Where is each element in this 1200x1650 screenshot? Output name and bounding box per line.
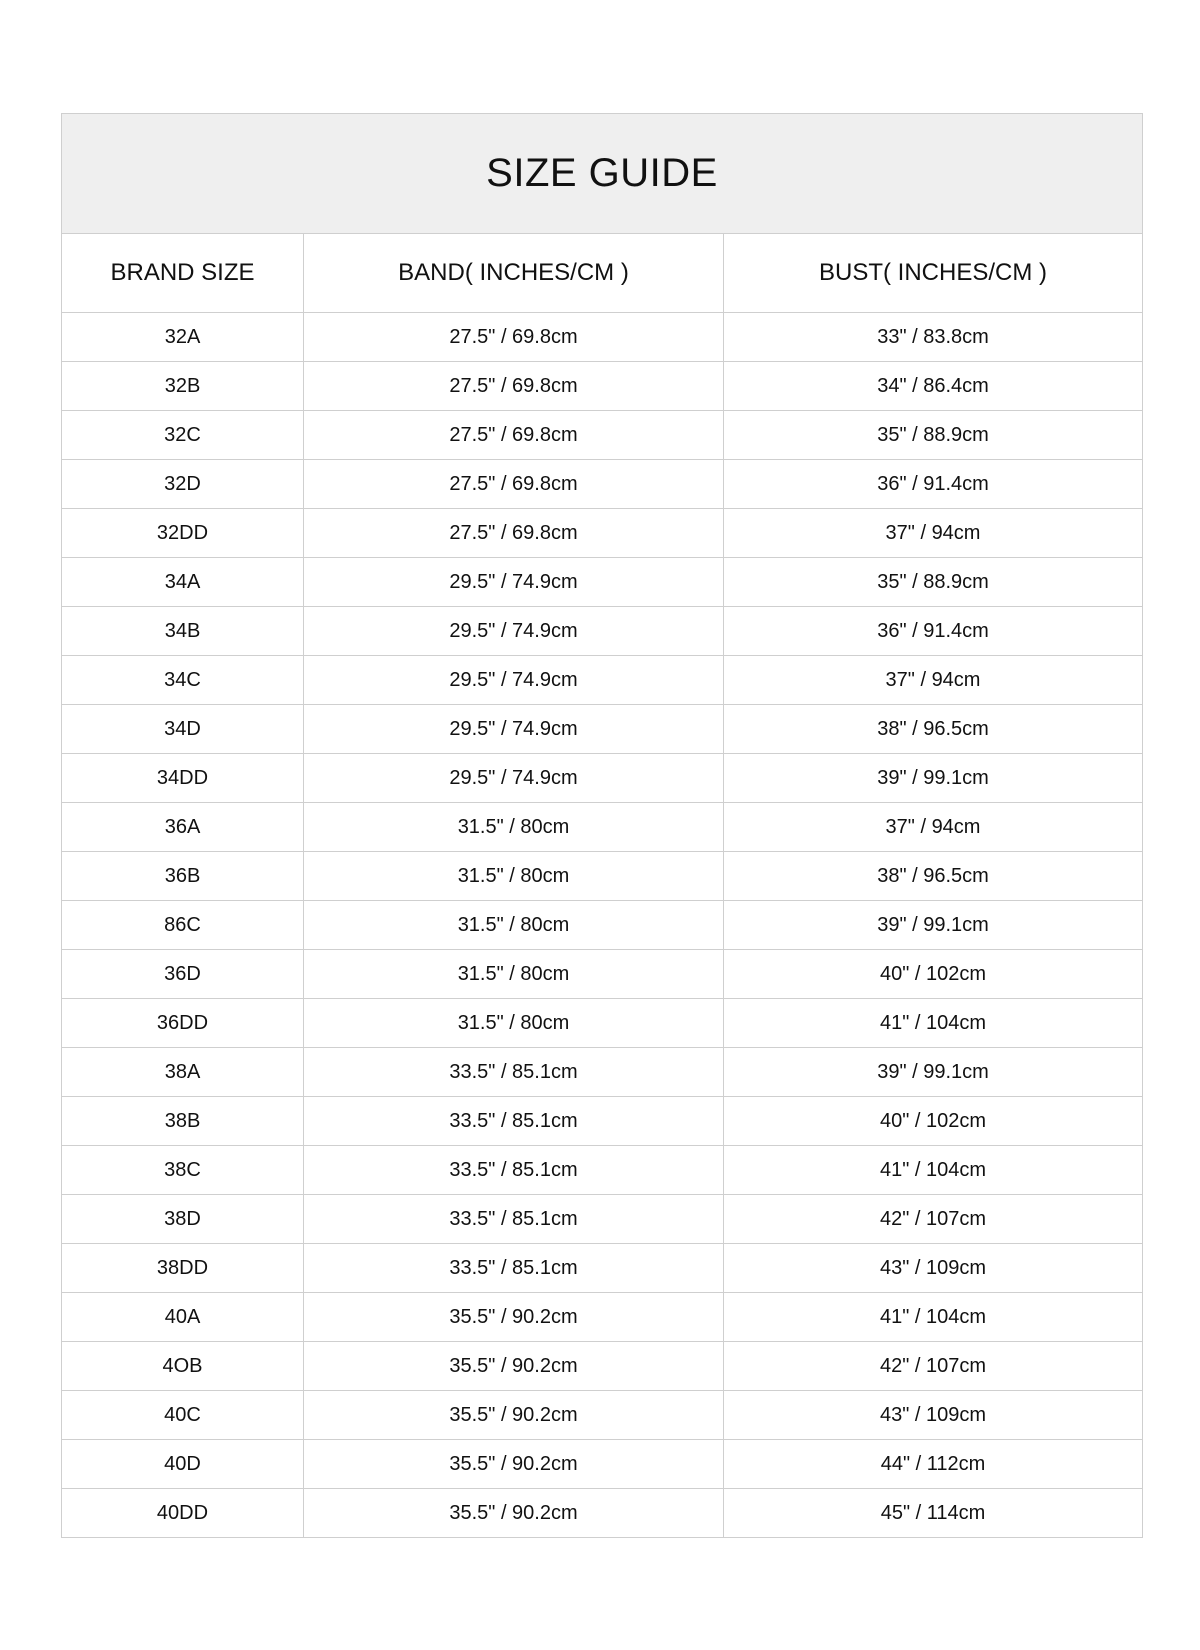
bust-cell: 43" / 109cm — [724, 1244, 1143, 1293]
bust-cell: 42" / 107cm — [724, 1195, 1143, 1244]
bust-cell: 40" / 102cm — [724, 950, 1143, 999]
brand-size-cell: 34A — [62, 558, 304, 607]
table-row — [62, 754, 1143, 803]
band-cell: 33.5" / 85.1cm — [304, 1048, 724, 1097]
column-header-band: BAND( INCHES/CM ) — [304, 234, 724, 313]
table-row — [62, 1342, 1143, 1391]
band-cell: 27.5" / 69.8cm — [304, 460, 724, 509]
brand-size-cell: 34B — [62, 607, 304, 656]
brand-size-cell: 36B — [62, 852, 304, 901]
band-cell: 27.5" / 69.8cm — [304, 509, 724, 558]
table-row — [62, 1195, 1143, 1244]
brand-size-cell: 38A — [62, 1048, 304, 1097]
table-row — [62, 460, 1143, 509]
brand-size-cell: 4OB — [62, 1342, 304, 1391]
bust-cell: 39" / 99.1cm — [724, 1048, 1143, 1097]
bust-cell: 42" / 107cm — [724, 1342, 1143, 1391]
band-cell: 33.5" / 85.1cm — [304, 1146, 724, 1195]
brand-size-cell: 40A — [62, 1293, 304, 1342]
table-row — [62, 1146, 1143, 1195]
bust-cell: 39" / 99.1cm — [724, 754, 1143, 803]
band-cell: 29.5" / 74.9cm — [304, 754, 724, 803]
brand-size-cell: 32DD — [62, 509, 304, 558]
table-row — [62, 1489, 1143, 1538]
band-cell: 31.5" / 80cm — [304, 901, 724, 950]
bust-cell: 41" / 104cm — [724, 1293, 1143, 1342]
band-cell: 31.5" / 80cm — [304, 999, 724, 1048]
bust-cell: 41" / 104cm — [724, 1146, 1143, 1195]
brand-size-cell: 40D — [62, 1440, 304, 1489]
band-cell: 31.5" / 80cm — [304, 852, 724, 901]
band-cell: 27.5" / 69.8cm — [304, 411, 724, 460]
table-row — [62, 509, 1143, 558]
table-body — [62, 313, 1143, 1538]
brand-size-cell: 32A — [62, 313, 304, 362]
bust-cell: 38" / 96.5cm — [724, 852, 1143, 901]
size-guide-table — [61, 113, 1143, 1538]
brand-size-cell: 38DD — [62, 1244, 304, 1293]
brand-size-cell: 34DD — [62, 754, 304, 803]
band-cell: 31.5" / 80cm — [304, 803, 724, 852]
table-row — [62, 901, 1143, 950]
brand-size-cell: 38D — [62, 1195, 304, 1244]
title-row — [62, 114, 1143, 234]
bust-cell: 35" / 88.9cm — [724, 558, 1143, 607]
table-row — [62, 362, 1143, 411]
column-header-brand-size: BRAND SIZE — [62, 234, 304, 313]
brand-size-cell: 32D — [62, 460, 304, 509]
bust-cell: 44" / 112cm — [724, 1440, 1143, 1489]
table-row — [62, 803, 1143, 852]
brand-size-cell: 40DD — [62, 1489, 304, 1538]
table-row — [62, 1391, 1143, 1440]
band-cell: 27.5" / 69.8cm — [304, 313, 724, 362]
brand-size-cell: 32C — [62, 411, 304, 460]
table-row — [62, 1048, 1143, 1097]
band-cell: 35.5" / 90.2cm — [304, 1489, 724, 1538]
band-cell: 31.5" / 80cm — [304, 950, 724, 999]
brand-size-cell: 36D — [62, 950, 304, 999]
band-cell: 27.5" / 69.8cm — [304, 362, 724, 411]
column-header-row — [62, 234, 1143, 313]
brand-size-cell: 34C — [62, 656, 304, 705]
band-cell: 33.5" / 85.1cm — [304, 1097, 724, 1146]
brand-size-cell: 86C — [62, 901, 304, 950]
bust-cell: 37" / 94cm — [724, 803, 1143, 852]
brand-size-cell: 38C — [62, 1146, 304, 1195]
brand-size-cell: 40C — [62, 1391, 304, 1440]
table-row — [62, 313, 1143, 362]
bust-cell: 39" / 99.1cm — [724, 901, 1143, 950]
bust-cell: 36" / 91.4cm — [724, 607, 1143, 656]
table-row — [62, 1293, 1143, 1342]
brand-size-cell: 36A — [62, 803, 304, 852]
table-title: SIZE GUIDE — [62, 114, 1143, 234]
brand-size-cell: 34D — [62, 705, 304, 754]
table-row — [62, 1440, 1143, 1489]
table-row — [62, 999, 1143, 1048]
bust-cell: 35" / 88.9cm — [724, 411, 1143, 460]
bust-cell: 38" / 96.5cm — [724, 705, 1143, 754]
band-cell: 29.5" / 74.9cm — [304, 607, 724, 656]
table-row — [62, 1097, 1143, 1146]
table-row — [62, 1244, 1143, 1293]
table-row — [62, 558, 1143, 607]
brand-size-cell: 38B — [62, 1097, 304, 1146]
bust-cell: 37" / 94cm — [724, 509, 1143, 558]
band-cell: 29.5" / 74.9cm — [304, 705, 724, 754]
bust-cell: 33" / 83.8cm — [724, 313, 1143, 362]
bust-cell: 40" / 102cm — [724, 1097, 1143, 1146]
bust-cell: 34" / 86.4cm — [724, 362, 1143, 411]
band-cell: 29.5" / 74.9cm — [304, 656, 724, 705]
table-row — [62, 705, 1143, 754]
band-cell: 35.5" / 90.2cm — [304, 1293, 724, 1342]
column-header-bust: BUST( INCHES/CM ) — [724, 234, 1143, 313]
table-row — [62, 607, 1143, 656]
bust-cell: 41" / 104cm — [724, 999, 1143, 1048]
table-row — [62, 950, 1143, 999]
band-cell: 33.5" / 85.1cm — [304, 1195, 724, 1244]
band-cell: 35.5" / 90.2cm — [304, 1391, 724, 1440]
brand-size-cell: 36DD — [62, 999, 304, 1048]
band-cell: 35.5" / 90.2cm — [304, 1342, 724, 1391]
bust-cell: 37" / 94cm — [724, 656, 1143, 705]
table-row — [62, 411, 1143, 460]
table-row — [62, 852, 1143, 901]
band-cell: 35.5" / 90.2cm — [304, 1440, 724, 1489]
band-cell: 33.5" / 85.1cm — [304, 1244, 724, 1293]
table-row — [62, 656, 1143, 705]
bust-cell: 45" / 114cm — [724, 1489, 1143, 1538]
brand-size-cell: 32B — [62, 362, 304, 411]
band-cell: 29.5" / 74.9cm — [304, 558, 724, 607]
bust-cell: 43" / 109cm — [724, 1391, 1143, 1440]
bust-cell: 36" / 91.4cm — [724, 460, 1143, 509]
